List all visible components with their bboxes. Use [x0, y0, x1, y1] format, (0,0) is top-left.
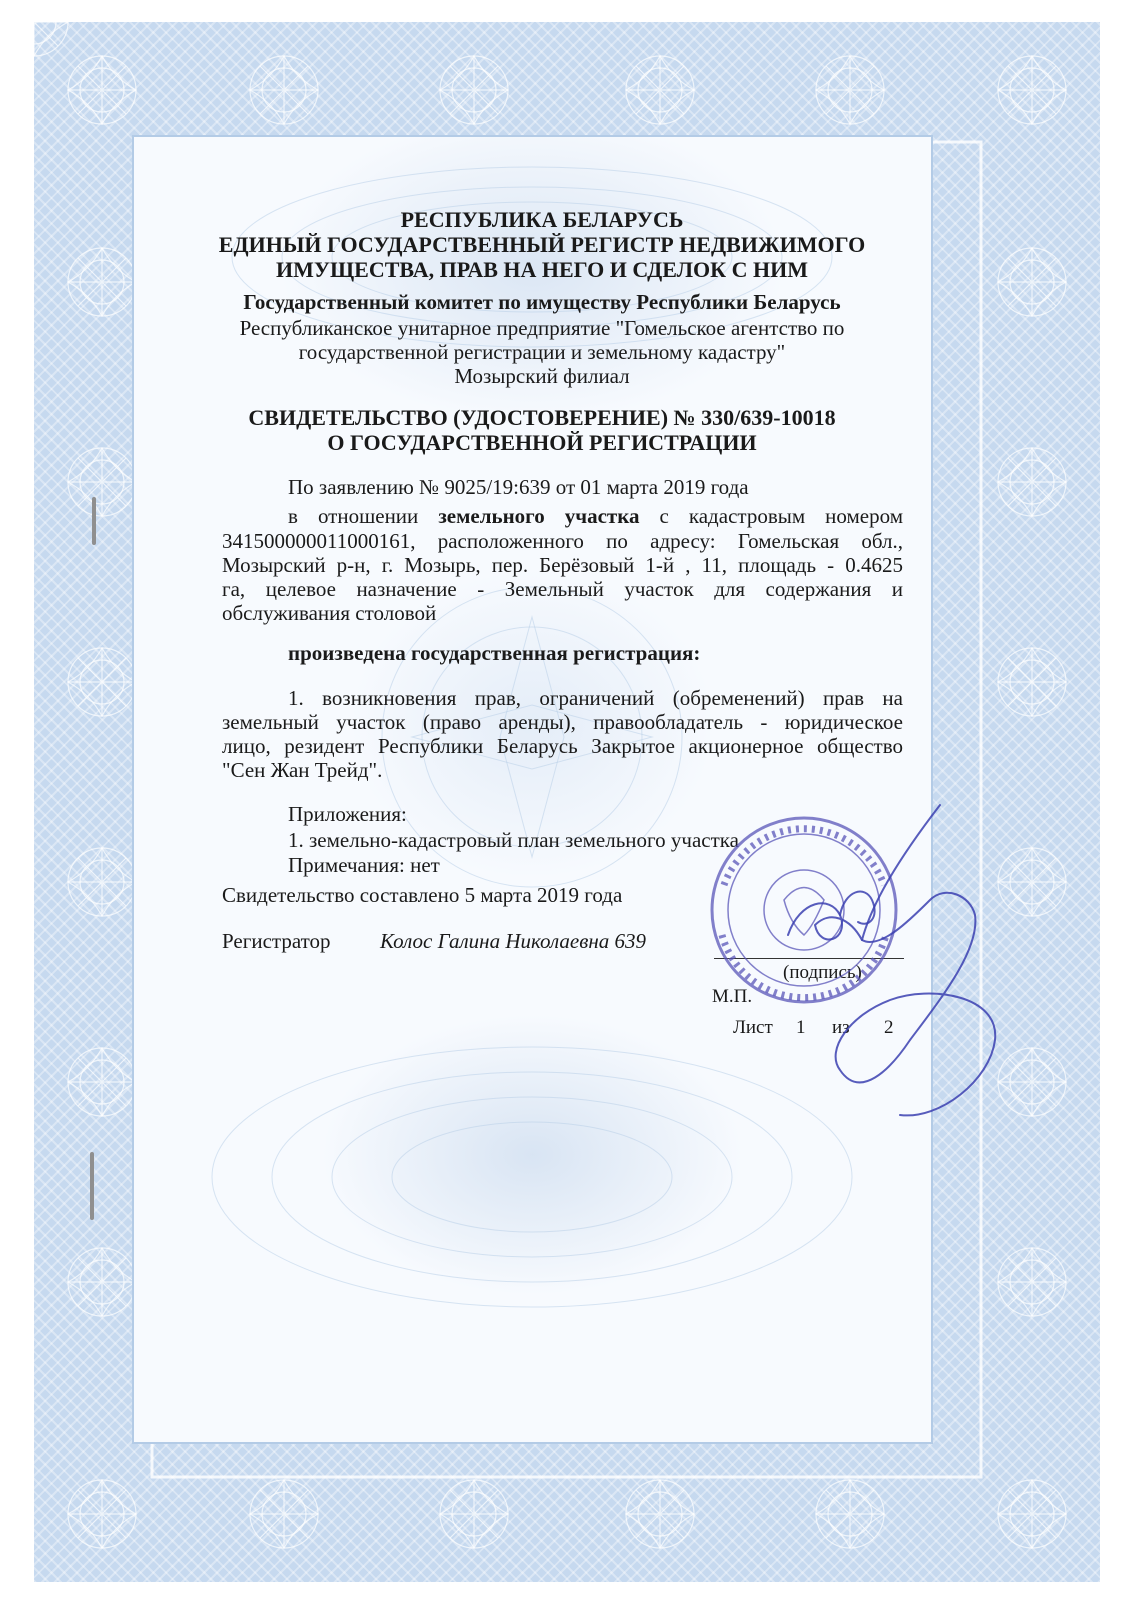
signature-caption: (подпись): [783, 962, 862, 983]
header-registry-line2: ИМУЩЕСТВА, ПРАВ НА НЕГО И СДЕЛОК С НИМ: [276, 257, 808, 282]
staple-bottom: [90, 1152, 94, 1220]
registration-heading: произведена государственная регистрация:: [288, 641, 701, 665]
header-country: РЕСПУБЛИКА БЕЛАРУСЬ: [400, 207, 684, 232]
header-enterprise-line1: Республиканское унитарное предприятие "Гомельское агентство по: [239, 316, 845, 340]
notes: Примечания: нет: [288, 853, 440, 877]
certificate-title: СВИДЕТЕЛЬСТВО (УДОСТОВЕРЕНИЕ) № 330/639-10018: [248, 405, 836, 430]
issue-date: Свидетельство составлено 5 марта 2019 года: [222, 883, 623, 907]
object-line5: обслуживания столовой: [222, 601, 437, 625]
staple-top: [92, 497, 96, 545]
sheet-label: Лист: [733, 1017, 773, 1038]
object-suffix: с кадастровым номером: [639, 504, 903, 528]
seal-place-label: М.П.: [712, 986, 753, 1007]
object-line2: 341500000011000161, расположенного по адресу: Гомельская обл.,: [222, 529, 903, 553]
sheet-total: 2: [884, 1017, 894, 1038]
registrar-label: Регистратор: [222, 929, 331, 953]
sheet-of-label: из: [832, 1017, 850, 1038]
application-reference: По заявлению № 9025/19:639 от 01 марта 2019 года: [288, 475, 749, 499]
right-line2: земельный участок (право аренды), правообладатель - юридическое: [222, 710, 903, 734]
attachment-item: 1. земельно-кадастровый план земельного участка: [288, 828, 739, 852]
handwritten-signature: [770, 800, 1010, 1130]
header-registry-line1: ЕДИНЫЙ ГОСУДАРСТВЕННЫЙ РЕГИСТР НЕДВИЖИМОГО: [218, 232, 866, 257]
object-line3: Мозырский р-н, г. Мозырь, пер. Берёзовый 1-й , 11, площадь - 0.4625: [222, 553, 903, 577]
header-committee: Государственный комитет по имуществу Республики Беларусь: [243, 290, 841, 314]
object-line1: [288, 504, 903, 528]
right-line3: лицо, резидент Республики Беларусь Закрытое акционерное общество: [222, 734, 903, 758]
certificate-subtitle: О ГОСУДАРСТВЕННОЙ РЕГИСТРАЦИИ: [327, 430, 757, 455]
object-prefix: в отношении: [288, 504, 439, 528]
object-line4: га, целевое назначение - Земельный участок для содержания и: [222, 577, 903, 601]
object-type: земельного участка: [438, 504, 640, 528]
header-branch: Мозырский филиал: [454, 364, 630, 388]
attachments-label: Приложения:: [288, 802, 407, 826]
right-line4: "Сен Жан Трейд".: [222, 758, 383, 782]
sheet-current: 1: [796, 1017, 806, 1038]
right-line1: 1. возникновения прав, ограничений (обременений) прав на: [288, 686, 903, 710]
header-enterprise-line2: государственной регистрации и земельному кадастру": [298, 340, 786, 364]
registrar-name: Колос Галина Николаевна 639: [380, 929, 647, 953]
